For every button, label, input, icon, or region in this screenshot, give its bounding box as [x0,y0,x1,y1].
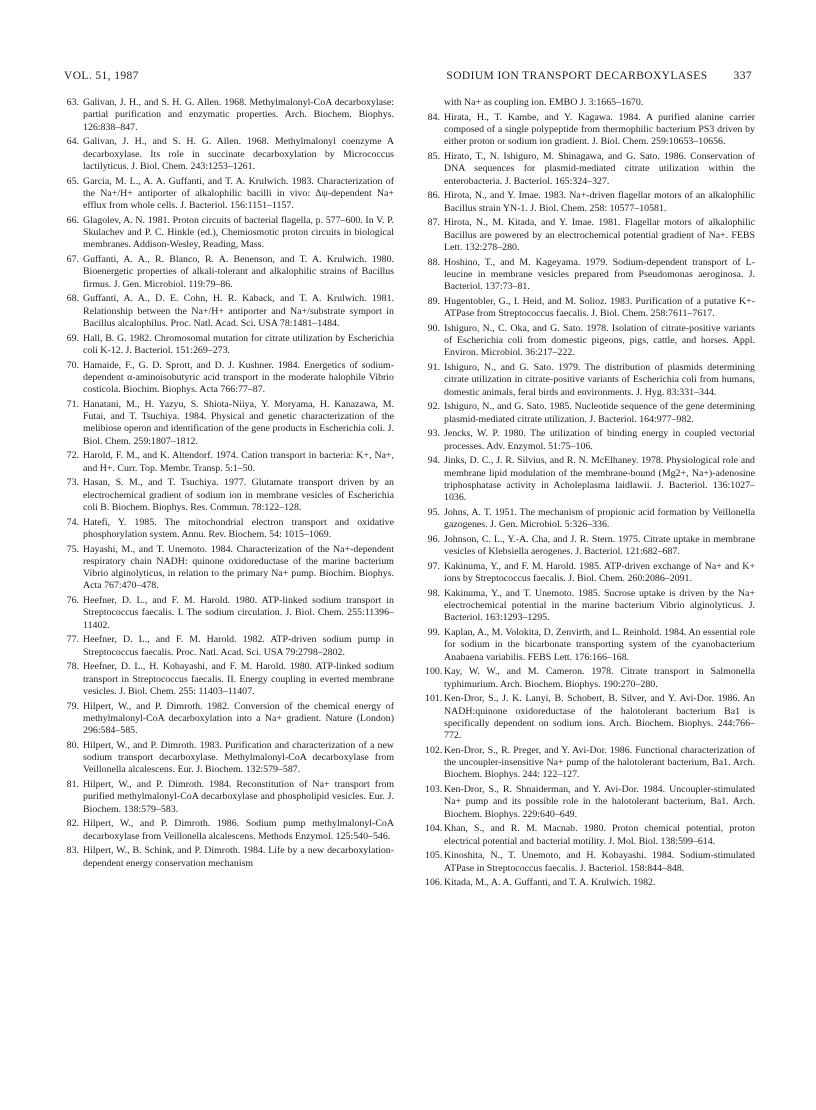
reference-text: Hatefi, Y. 1985. The mitochondrial electron transport and oxidative phosphorylation system. Annu. Rev. Biochem. 54: 1015–1069. [83,516,394,540]
reference-number: 100. [425,666,443,678]
reference-number: 74. [66,516,79,528]
reference-entry [425,190,755,215]
reference-number: 79. [66,700,79,712]
reference-text: Glagolev, A. N. 1981. Proton circuits of bacterial flagella, p. 577–600. In V. P. Skulachev and P. C. Hinkle (ed.), Chemiosmotic proton circuits in biological membranes. Addison-Wesley, Reading, Mass. [83,214,394,251]
reference-number: 80. [66,739,79,751]
reference-number: 83. [66,845,79,857]
reference-text: Ken-Dror, S., J. K. Lanyi, B. Schobert, B. Silver, and Y. Avi-Dor. 1986. An NADH:quinone oxidoreductase of the halotolerant bacterium Ba1 is specifically dependent on sodium ions. Arch. Biochem. Biophys. 244:766–772. [444,693,755,741]
reference-text: Guffanti, A. A., D. E. Cohn, H. R. Kaback, and T. A. Krulwich. 1981. Relationship between the Na+/H+ antiporter and Na+/substrate symport in Bacillus alcalophilus. Proc. Natl. Acad. Sci. USA 78:1481–1484. [83,293,394,329]
reference-entry [425,428,755,453]
reference-number: 98. [427,587,440,599]
reference-text: Hilpert, W., B. Schink, and P. Dimroth. 1984. Life by a new decarboxylation-dependent energy conservation mechanism [83,845,394,869]
reference-entry [64,360,394,397]
reference-text: Hirata, H., T. Kambe, and Y. Kagawa. 1984. A purified alanine carrier composed of a single polypeptide from thermophilic bacterium PS3 driven by either proton or sodium ion gradient. J. Biol. Chem. 259:10653–10656. [444,111,755,148]
reference-number: 68. [66,293,79,305]
reference-text: Kaplan, A., M. Volokita, D. Zenvirth, and L. Reinhold. 1984. An essential role for sodium in the bicarbonate transporting system of the cyanobacterium Anabaena variabilis. FEBS Lett. 176:166–168. [444,627,755,663]
reference-entry [64,701,394,738]
reference-text: Garcia, M. L., A. A. Guffanti, and T. A. Krulwich. 1983. Characterization of the Na+/H+ antiporter of alkalophilic bacilli in vivo: Δψ-dependent Na+ efflux from whole cells. J. Bacteriol. 156:1151–1157. [83,175,394,211]
right-column [425,97,755,892]
reference-text: Ken-Dror, S., R. Shnaiderman, and Y. Avi-Dor. 1984. Uncoupler-stimulated Na+ pump and its possible role in the halotolerant bacterium, Ba1. Arch. Biochem. Biophys. 229:640–649. [444,784,755,820]
reference-entry [64,779,394,816]
reference-number: 97. [427,560,440,572]
reference-entry [425,850,755,875]
reference-number: 103. [425,784,443,795]
reference-entry [425,561,755,586]
reference-number: 65. [66,175,79,187]
reference-text: Hoshino, T., and M. Kageyama. 1979. Sodium-dependent transport of L-leucine in membrane vesicles prepared from Pseudomonas aeroginosa. J. Bacteriol. 137:73–81. [444,256,755,292]
reference-entry [425,534,755,559]
reference-number: 73. [66,477,79,489]
reference-entry [64,136,394,173]
reference-entry [64,333,394,358]
reference-entry [425,588,755,625]
reference-text: Kay, W. W., and M. Cameron. 1978. Citrate transport in Salmonella typhimurium. Arch. Biochem. Biophys. 190:270–280. [444,666,755,690]
reference-text: Hilpert, W., and P. Dimroth. 1982. Conversion of the chemical energy of methylmalonyl-CoA decarboxylation into a Na+ gradient. Nature (London) 296:584–585. [83,700,394,736]
reference-number: 82. [66,818,79,830]
reference-text: Heefner, D. L., and F. M. Harold. 1980. ATP-linked sodium transport in Streptococcus faecalis. I. The sodium circulation. J. Biol. Chem. 255:11396–11402. [83,595,394,631]
reference-number: 94. [427,455,440,467]
reference-entry [64,293,394,330]
reference-entry [425,257,755,294]
reference-number: 67. [66,254,79,265]
volume-label: VOL. 51, 1987 [64,70,139,82]
reference-text: Hirota, N., M. Kitada, and Y. Imae. 1981. Flagellar motors of alkalophilic Bacillus are powered by an electrochemical potential gradient of Na+. FEBS Lett. 132:278–280. [444,217,755,253]
reference-entry [425,784,755,821]
reference-entry [64,477,394,514]
reference-entry [64,215,394,252]
reference-entry [64,661,394,698]
reference-number: 71. [66,398,79,410]
reference-entry [425,693,755,742]
left-column [64,97,394,872]
reference-entry [64,818,394,843]
reference-entry [425,323,755,360]
reference-text: Hilpert, W., and P. Dimroth. 1986. Sodium pump methylmalonyl-CoA decarboxylase from Veillonella alcalescens. Methods Enzymol. 125:540–546. [83,818,394,842]
reference-text: Heefner, D. L., and F. M. Harold. 1982. ATP-driven sodium pump in Streptococcus faecalis. Proc. Natl. Acad. Sci. USA 79:2798–2802. [83,634,394,658]
reference-number: 104. [425,823,443,835]
reference-entry [64,595,394,632]
reference-text: Hamaide, F., G. D. Sprott, and D. J. Kushner. 1984. Energetics of sodium-dependent α-aminoisobutyric acid transport in the moderate halophile Vibrio costicola. Biochim. Biophys. Acta 766:77–87. [83,359,394,395]
reference-number: 72. [66,450,79,462]
reference-text: Hugentobler, G., I. Heid, and M. Solioz. 1983. Purification of a putative K+-ATPase from Streptococcus faecalis. J. Biol. Chem. 258:7611–7617. [444,295,755,319]
running-title: SODIUM ION TRANSPORT DECARBOXYLASES [446,70,708,82]
reference-entry [425,823,755,848]
reference-entry [64,399,394,448]
reference-entry [425,112,755,149]
reference-text: Kinoshita, N., T. Unemoto, and H. Kobayashi. 1984. Sodium-stimulated ATPase in Streptococcus faecalis. J. Bacteriol. 158:844–848. [444,850,755,874]
reference-number: 84. [427,111,440,123]
reference-entry [64,544,394,593]
reference-entry [64,254,394,291]
header-right [446,70,752,82]
reference-text: Heefner, D. L., H. Kobayashi, and F. M. Harold. 1980. ATP-linked sodium transport in Streptococcus faecalis. II. Energy coupling in everted membrane vesicles. J. Biol. Chem. 255: 11403–11407. [83,661,394,697]
reference-text: Khan, S., and R. M. Macnab. 1980. Proton chemical potential, proton electrical potential and bacterial motility. J. Mol. Biol. 138:599–614. [444,823,755,847]
reference-number: 75. [66,543,79,555]
reference-number: 66. [66,214,79,226]
reference-entry [425,507,755,532]
reference-number: 87. [427,217,440,229]
reference-text: Jinks, D. C., J. R. Silvius, and R. N. McElhaney. 1978. Physiological role and membrane lipid modulation of the membrane-bound (Mg2+, Na+)-adenosine triphosphatase activity in Acholeplasma laidlawii. J. Bacteriol. 136:1027–1036. [444,455,755,503]
reference-continuation: with Na+ as coupling ion. EMBO J. 3:1665–1670. [444,97,644,108]
reference-entry [425,666,755,691]
reference-number: 89. [427,295,440,307]
reference-number: 77. [66,634,79,646]
reference-number: 76. [66,595,79,606]
reference-entry [425,455,755,504]
reference-text: Hayashi, M., and T. Unemoto. 1984. Characterization of the Na+-dependent respiratory chain NADH: quinone oxidoreductase of the marine bacterium Vibrio alginolyticus, in relation to the primary Na+ pump. Biochim. Biophys. Acta 767:470–478. [83,543,394,592]
reference-entry [64,176,394,213]
reference-text: Ken-Dror, S., R. Preger, and Y. Avi-Dor. 1986. Functional characterization of the uncoupler-insensitive Na+ pump of the halotolerant bacterium, Ba1. Arch. Biochem. Biophys. 244: 122–127. [444,744,755,781]
reference-entry [425,217,755,254]
reference-number: 78. [66,661,79,673]
reference-number: 105. [425,850,443,862]
reference-text: Hirato, T., N. Ishiguro, M. Shinagawa, and G. Sato. 1986. Conservation of DNA sequences for plasmid-mediated citrate utilization within the enterobacteria. J. Bacteriol. 165:324–327. [444,151,755,187]
reference-entry [64,634,394,659]
reference-text: Ishiguro, N., C. Oka, and G. Sato. 1978. Isolation of citrate-positive variants of Escherichia coli from domestic pigeons, pigs, cattle, and horses. Appl. Environ. Microbiol. 36:217–222. [444,322,755,359]
reference-text: Hilpert, W., and P. Dimroth. 1983. Purification and characterization of a new sodium transport decarboxylase. Methylmalonyl-CoA decarboxylase from Veillonella alcalescens. Eur. J. Biochem. 132:579–587. [83,739,394,776]
running-header [64,70,752,86]
reference-text: Hirota, N., and Y. Imae. 1983. Na+-driven flagellar motors of an alkalophilic Bacillus strain YN-1. J. Biol. Chem. 258: 10577–10581. [444,190,755,214]
reference-entry [425,362,755,399]
reference-text: Kakinuma, Y., and T. Unemoto. 1985. Sucrose uptake is driven by the Na+ electrochemical potential in the marine bacterium Vibrio alginolyticus. J. Bacteriol. 163:1293–1295. [444,587,755,624]
reference-number: 92. [427,401,440,413]
reference-text: Kakinuma, Y., and F. M. Harold. 1985. ATP-driven exchange of Na+ and K+ ions by Streptococcus faecalis. J. Biol. Chem. 260:2086–2091. [444,560,755,584]
reference-number: 70. [66,359,79,371]
reference-number: 102. [425,744,443,756]
reference-number: 85. [427,151,440,162]
reference-number: 81. [66,779,79,790]
reference-number: 63. [66,97,79,108]
reference-entry [425,401,755,426]
reference-text: Harold, F. M., and K. Altendorf. 1974. Cation transport in bacteria: K+, Na+, and H+. Curr. Top. Membr. Transp. 5:1–50. [83,450,394,474]
reference-number: 99. [427,627,440,638]
reference-number: 90. [427,322,440,334]
reference-entry [64,845,394,870]
reference-number: 101. [425,693,443,705]
reference-entry [425,877,755,889]
reference-text: Hall, B. G. 1982. Chromosomal mutation for citrate utilization by Escherichia coli K-12. J. Bacteriol. 151:269–273. [83,332,394,356]
reference-number: 86. [427,190,440,202]
reference-number: 96. [427,533,440,545]
reference-text: Jencks, W. P. 1980. The utilization of binding energy in coupled vectorial processes. Adv. Enzymol. 51:75–106. [444,428,755,452]
reference-entry [425,151,755,188]
reference-entry [64,450,394,475]
reference-text: Galivan, J. H., and S. H. G. Allen. 1968. Methylmalonyl-CoA decarboxylase: partial purification and enzymatic properties. Arch. Biochem. Biophys. 126:838–847. [83,97,394,133]
reference-text: Johnson, C. L., Y.-A. Cha, and J. R. Stern. 1975. Citrate uptake in membrane vesicles of Klebsiella aerogenes. J. Bacteriol. 121:682–687. [444,533,755,557]
reference-text: Hasan, S. M., and T. Tsuchiya. 1977. Glutamate transport driven by an electrochemical gradient of sodium ion in membrane vesicles of Escherichia coli B. Biochem. Biophys. Res. Commun. 78:122–128. [83,477,394,513]
reference-text: Hilpert, W., and P. Dimroth. 1984. Reconstitution of Na+ transport from purified methylmalonyl-CoA decarboxylase and phospholipid vesicles. Eur. J. Biochem. 138:579–583. [83,779,394,815]
reference-text: Johns, A. T. 1951. The mechanism of propionic acid formation by Veillonella gazogenes. J. Gen. Microbiol. 5:326–336. [444,506,755,530]
reference-number: 93. [427,428,440,440]
reference-entry [64,517,394,542]
reference-number: 95. [427,506,440,518]
reference-entry [425,627,755,664]
reference-text: Guffanti, A. A., R. Blanco, R. A. Benenson, and T. A. Krulwich. 1980. Bioenergetic properties of alkali-tolerant and alkalophilic strains of Bacillus firmus. J. Gen. Microbiol. 119:79–86. [83,254,394,290]
reference-entry [425,296,755,321]
reference-text: Ishiguro, N., and G. Sato. 1985. Nucleotide sequence of the gene determining plasmid-mediated citrate utilization. J. Bacteriol. 164:977–982. [444,401,755,425]
reference-number: 106. [425,877,443,889]
reference-number: 69. [66,332,79,344]
reference-number: 88. [427,256,440,268]
reference-text: Hanatani, M., H. Yazyu, S. Shiota-Niiya, Y. Moryama, H. Kanazawa, M. Futai, and T. Tsuchiya. 1984. Physical and genetic characterization of the melibiose operon and identification of the gene products in Escherichia coli. J. Biol. Chem. 259:1807–1812. [83,398,394,447]
reference-text: Kitada, M., A. A. Guffanti, and T. A. Krulwich. 1982. [444,877,656,889]
reference-entry [64,740,394,777]
reference-text: Galivan, J. H., and S. H. G. Allen. 1968. Methylmalonyl coenzyme A decarboxylase. Its role in succinate decarboxylation by Micrococcus lactilyticus. J. Biol. Chem. 243:1253–1261. [83,136,394,172]
reference-number: 64. [66,136,79,148]
reference-entry [425,745,755,782]
reference-number: 91. [427,362,440,373]
reference-entry [64,97,394,134]
reference-text: Ishiguro, N., and G. Sato. 1979. The distribution of plasmids determining citrate utilization in citrate-positive variants of Escherichia coli from humans, domestic animals, feral birds and environments. J. Hyg. 83:331–344. [444,362,755,398]
page-number: 337 [733,70,752,82]
